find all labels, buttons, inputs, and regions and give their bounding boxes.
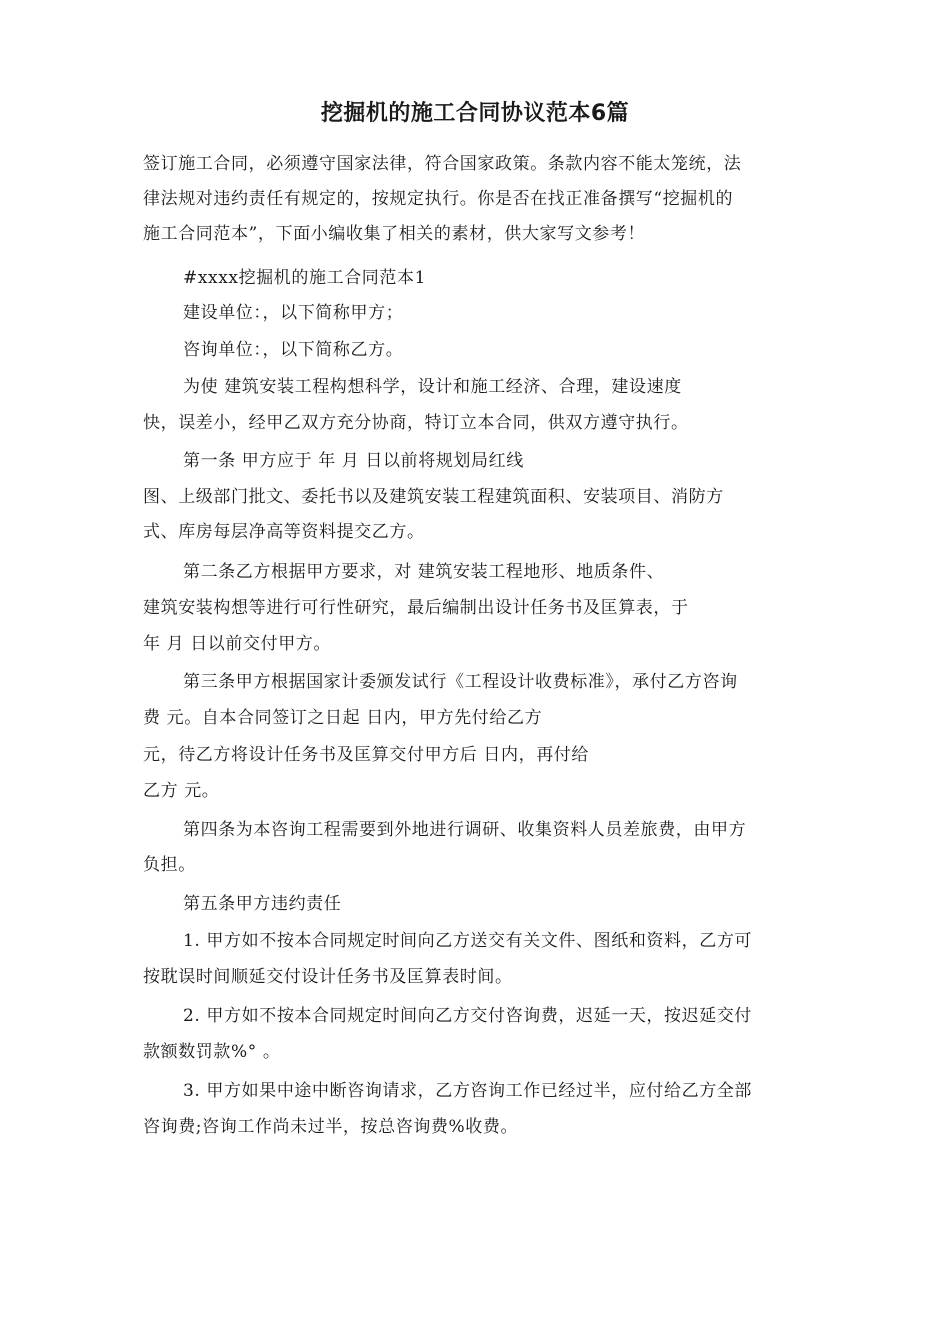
paragraph-line: 咨询费;咨询工作尚未过半，按总咨询费%收费。	[143, 1117, 519, 1137]
paragraph-line: 建筑安装构想等进行可行性研究，最后编制出设计任务书及匡算表，于	[143, 598, 689, 618]
paragraph-line: 乙方 元。	[143, 781, 220, 801]
paragraph-line: 按耽误时间顺延交付设计任务书及匡算表时间。	[143, 967, 513, 987]
paragraph-line: 式、库房每层净高等资料提交乙方。	[143, 522, 425, 542]
paragraph-line: 建设单位：，以下简称甲方；	[183, 303, 404, 323]
paragraph-line: 为使 建筑安装工程构想科学，设计和施工经济、合理，建设速度	[183, 377, 682, 397]
paragraph-line: 款额数罚款%° 。	[143, 1042, 281, 1062]
clause-line: 第二条乙方根据甲方要求，对 建筑安装工程地形、地质条件、	[183, 562, 665, 582]
clause-line: 第三条甲方根据国家计委颁发试行《工程设计收费标准》，承付乙方咨询	[183, 672, 738, 692]
paragraph-line: 律法规对违约责任有规定的，按规定执行。你是否在找正准备撰写“挖掘机的	[143, 189, 734, 209]
paragraph-line: 快，误差小，经甲乙双方充分协商，特订立本合同，供双方遵守执行。	[143, 413, 689, 433]
paragraph-line: 图、上级部门批文、委托书以及建筑安装工程建筑面积、安装项目、消防方	[143, 487, 724, 507]
paragraph-line: 负担。	[143, 855, 196, 875]
paragraph-line: 元，待乙方将设计任务书及匡算交付甲方后 日内，再付给	[143, 745, 590, 765]
paragraph-line: 年 月 日以前交付甲方。	[143, 634, 332, 654]
paragraph-line: 签订施工合同，必须遵守国家法律，符合国家政策。条款内容不能太笼统，法	[143, 154, 742, 174]
clause-line: 第四条为本咨询工程需要到外地进行调研、收集资料人员差旅费，由甲方	[183, 820, 747, 840]
clause-line: 第一条 甲方应于 年 月 日以前将规划局红线	[183, 451, 524, 471]
list-item: 1. 甲方如不按本合同规定时间向乙方送交有关文件、图纸和资料，乙方可	[183, 931, 753, 951]
paragraph-line: 施工合同范本”，下面小编收集了相关的素材，供大家写文参考！	[143, 224, 646, 244]
document-title: 挖掘机的施工合同协议范本6篇	[320, 101, 630, 126]
list-item: 3. 甲方如果中途中断咨询请求，乙方咨询工作已经过半，应付给乙方全部	[183, 1081, 753, 1101]
clause-line: 第五条甲方违约责任	[183, 894, 342, 914]
list-item: 2. 甲方如不按本合同规定时间向乙方交付咨询费，迟延一天，按迟延交付	[183, 1006, 753, 1026]
section-heading: #xxxx挖掘机的施工合同范本1	[183, 268, 427, 288]
paragraph-line: 咨询单位：，以下简称乙方。	[183, 340, 404, 360]
paragraph-line: 费 元。自本合同签订之日起 日内，甲方先付给乙方	[143, 708, 543, 728]
